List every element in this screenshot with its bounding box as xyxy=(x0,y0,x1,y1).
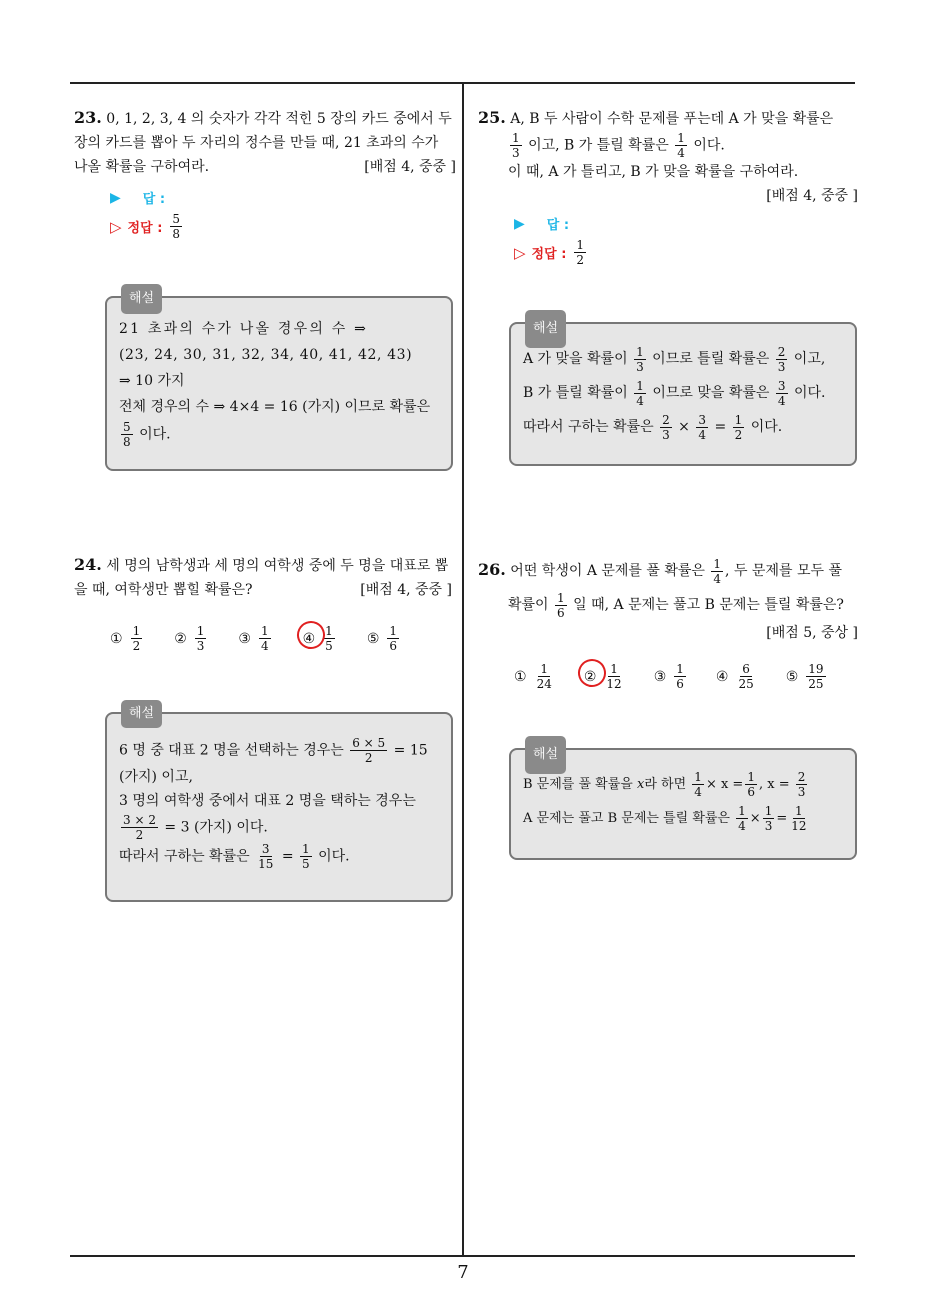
fraction: $\frac{1}{2}$ xyxy=(576,238,585,267)
problem-26: 26. 어떤 학생이 A 문제를 풀 확률은 $\frac{1}{4}$ , 두 문제를 모두 풀 확률이 $\frac{1}{6}$ 일 때, A 문제는 풀고 B 문제는 틀릴 확률은? [배점 5, 중상 ] xyxy=(478,553,858,644)
problem-meta: [배점 5, 중상 ] xyxy=(766,625,858,641)
problem-23 xyxy=(74,106,456,179)
explain-line: A 문제는 풀고 B 문제는 틀릴 확률은 $\frac{1}{4}$ × $\frac{1}{3}$ = $\frac{1}{12}$ xyxy=(523,804,807,833)
answer-line xyxy=(110,188,165,207)
explain-line: (가지) 이고, xyxy=(119,769,193,785)
bottom-rule xyxy=(70,1255,855,1257)
explain-line: $\frac{5}{8}$ 이다. xyxy=(123,420,171,449)
explanation-tag: 해설 xyxy=(121,284,162,314)
problem-25: 25. A, B 두 사람이 수학 문제를 푸는데 A 가 맞을 확률은 $\frac{1}{3}$ 이고, B 가 틀릴 확률은 $\frac{1}{4}$ 이다. 이 때, A 가 틀리고, B 가 맞을 확률을 구하여라. [배점 4, 중중 ] xyxy=(478,106,858,208)
problem-meta: [배점 4, 중중 ] xyxy=(360,582,452,598)
explain-line: B 문제를 풀 확률을 x라 하면 $\frac{1}{4}$ × x = $\frac{1}{6}$ , x = $\frac{2}{3}$ xyxy=(523,770,806,799)
choice-5[interactable]: ⑤ $\frac{19}{25}$ xyxy=(785,662,824,691)
explain-line: 21 초과의 수가 나올 경우의 수 ⇒ xyxy=(119,321,369,337)
explain-line: 전체 경우의 수 ⇒ 4×4 = 16 (가지) 이므로 확률은 xyxy=(119,399,431,415)
choice-4[interactable]: ④ $\frac{1}{5}$ xyxy=(303,624,337,653)
correct-answer-line xyxy=(110,212,184,241)
choice-5[interactable]: ⑤ $\frac{1}{6}$ xyxy=(366,624,398,653)
explanation-tag: 해설 xyxy=(525,736,566,774)
fraction: $\frac{5}{8}$ xyxy=(172,212,181,241)
explain-line: ⇒ 10 가지 xyxy=(119,373,185,389)
explanation-box xyxy=(509,748,857,860)
play-icon: ▶ xyxy=(514,215,525,232)
choice-4[interactable]: ④ $\frac{6}{25}$ xyxy=(715,662,754,691)
explain-line: (23, 24, 30, 31, 32, 34, 40, 41, 42, 43) xyxy=(119,347,413,363)
answer-choices xyxy=(514,662,828,691)
explanation-box xyxy=(509,322,857,466)
explain-line: 6 명 중 대표 2 명을 선택하는 경우는 $\frac{6 \times 5}{2}$ = 15 xyxy=(119,736,428,765)
triangle-outline-icon: ▷ xyxy=(514,243,526,262)
triangle-outline-icon: ▷ xyxy=(110,217,122,236)
problem-number: 24. xyxy=(74,555,102,574)
problem-meta: [배점 4, 중중 ] xyxy=(766,188,858,204)
play-icon: ▶ xyxy=(110,189,121,206)
problem-meta: [배점 4, 중중 ] xyxy=(364,159,456,175)
problem-text: 이 때, A 가 틀리고, B 가 맞을 확률을 구하여라. xyxy=(508,164,799,180)
problem-text: 0, 1, 2, 3, 4 의 숫자가 각각 적힌 5 장의 카드 중에서 두 장의 카드를 뽑아 두 자리의 정수를 만들 때, 21 초과의 수가 나올 확률을 구하여라. xyxy=(74,111,452,175)
answer-choices xyxy=(110,624,431,653)
choice-3[interactable]: ③ $\frac{1}{6}$ xyxy=(653,662,684,691)
choice-2[interactable]: ② $\frac{1}{12}$ xyxy=(584,662,626,691)
answer-line xyxy=(514,214,569,233)
explain-line: $\frac{3 \times 2}{2}$ = 3 (가지) 이다. xyxy=(123,813,268,842)
column-divider xyxy=(462,82,464,1256)
answer-label: 답 : xyxy=(142,192,166,207)
explanation-tag: 해설 xyxy=(121,700,162,728)
answer-label: 답 : xyxy=(546,218,570,233)
choice-2[interactable]: ② $\frac{1}{3}$ xyxy=(174,624,205,653)
problem-24 xyxy=(74,553,452,602)
explain-line: 따라서 구하는 확률은 $\frac{3}{15}$ = $\frac{1}{5}$ 이다. xyxy=(119,842,350,871)
correct-answer-line xyxy=(514,238,588,267)
problem-number: 25. xyxy=(478,108,506,127)
explain-line: 3 명의 여학생 중에서 대표 2 명을 택하는 경우는 xyxy=(119,793,416,809)
explain-line: 따라서 구하는 확률은 $\frac{2}{3}$ × $\frac{3}{4}$ = $\frac{1}{2}$ 이다. xyxy=(523,412,783,442)
problem-number: 23. xyxy=(74,108,102,127)
problem-text: A, B 두 사람이 수학 문제를 푸는데 A 가 맞을 확률은 xyxy=(510,111,834,127)
choice-1[interactable]: ① $\frac{1}{2}$ xyxy=(110,624,141,653)
page-number: 7 xyxy=(457,1262,469,1283)
problem-number: 26. xyxy=(478,560,506,579)
correct-label: 정답 : xyxy=(127,221,163,236)
explain-line: A 가 맞을 확률이 $\frac{1}{3}$ 이므로 틀릴 확률은 $\frac{2}{3}$ 이고, xyxy=(523,344,826,374)
problem-text: 세 명의 남학생과 세 명의 여학생 중에 두 명을 대표로 뽑을 때, 여학생만 뽑힐 확률은? xyxy=(74,558,449,598)
explanation-box xyxy=(105,706,453,902)
explanation-tag: 해설 xyxy=(525,310,566,348)
explain-line: B 가 틀릴 확률이 $\frac{1}{4}$ 이므로 맞을 확률은 $\frac{3}{4}$ 이다. xyxy=(523,378,826,408)
choice-1[interactable]: ① $\frac{1}{24}$ xyxy=(514,662,552,691)
correct-label: 정답 : xyxy=(531,247,567,262)
explanation-box xyxy=(105,291,453,471)
fraction: $\frac{5}{8}$ xyxy=(123,420,131,449)
choice-3[interactable]: ③ $\frac{1}{4}$ xyxy=(238,624,269,653)
